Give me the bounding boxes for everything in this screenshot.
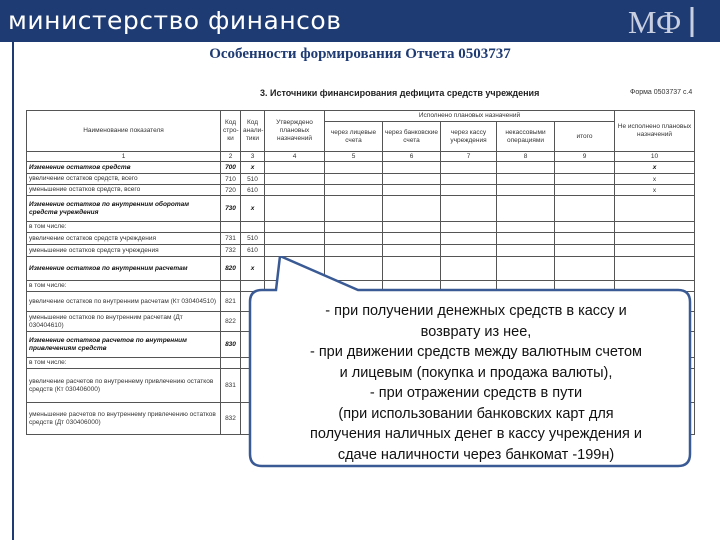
callout-line: - при отражении средств в пути	[369, 385, 583, 401]
form-code: Форма 0503737 с.4	[630, 89, 693, 96]
row-cell	[383, 233, 441, 245]
row-col10: x	[615, 185, 695, 196]
row-code: 731	[221, 233, 241, 245]
row-name: в том числе:	[27, 281, 221, 292]
row-cell	[555, 185, 615, 196]
row-cell	[265, 185, 325, 196]
row-code: 730	[221, 196, 241, 222]
row-cell	[265, 196, 325, 222]
row-analytics: 610	[241, 245, 265, 257]
row-col10: x	[615, 162, 695, 174]
row-cell	[265, 174, 325, 185]
row-name: уменьшение остатков по внутренним расчетам (Дт 030404610)	[27, 312, 221, 332]
row-code	[221, 358, 241, 369]
row-code	[221, 281, 241, 292]
row-code	[221, 222, 241, 233]
row-cell	[325, 233, 383, 245]
row-cell	[383, 162, 441, 174]
col-num: 2	[221, 152, 241, 162]
col-header-code: Код стро-ки	[221, 111, 241, 152]
row-cell	[383, 185, 441, 196]
row-cell	[325, 222, 383, 233]
row-cell	[441, 174, 497, 185]
row-code: 820	[221, 257, 241, 281]
row-cell	[497, 196, 555, 222]
row-cell	[383, 196, 441, 222]
row-cell	[441, 222, 497, 233]
row-cell	[441, 245, 497, 257]
col-num: 6	[383, 152, 441, 162]
row-cell	[383, 222, 441, 233]
row-code: 700	[221, 162, 241, 174]
left-decorative-line	[12, 42, 14, 540]
col-header-approved: Утверждено плановых назначений	[265, 111, 325, 152]
col-num: 5	[325, 152, 383, 162]
row-cell	[497, 233, 555, 245]
row-col10	[615, 245, 695, 257]
row-cell	[265, 162, 325, 174]
col-header-5: через лицевые счета	[325, 122, 383, 152]
col-num: 3	[241, 152, 265, 162]
table-row	[27, 196, 695, 222]
row-name: уменьшение остатков средств, всего	[27, 185, 221, 196]
row-cell	[555, 196, 615, 222]
slide-title: Особенности формирования Отчета 0503737	[209, 46, 511, 62]
row-cell	[555, 233, 615, 245]
col-num: 10	[615, 152, 695, 162]
column-number-row	[27, 152, 695, 162]
form-section-title: 3. Источники финансирования дефицита средств учреждения	[260, 88, 540, 98]
row-cell	[497, 162, 555, 174]
row-name: в том числе:	[27, 358, 221, 369]
row-cell	[497, 185, 555, 196]
table-row	[27, 233, 695, 245]
row-cell	[497, 245, 555, 257]
callout-line: получения наличных денег в кассу учреждения и	[309, 426, 643, 442]
callout-line: - при движении средств между валютным счетом	[309, 344, 643, 360]
row-analytics: 610	[241, 185, 265, 196]
row-cell	[497, 174, 555, 185]
row-analytics: x	[241, 196, 265, 222]
col-header-6: через банковские счета	[383, 122, 441, 152]
col-header-executed: Исполнено плановых назначений	[325, 111, 615, 122]
ministry-name: министерство финансов	[8, 6, 342, 35]
row-code: 830	[221, 332, 241, 358]
row-code: 822	[221, 312, 241, 332]
row-name: Изменение остатков средств	[27, 162, 221, 174]
col-header-not-executed: Не исполнено плановых назначений	[615, 111, 695, 152]
col-num: 8	[497, 152, 555, 162]
row-code: 720	[221, 185, 241, 196]
row-cell	[441, 196, 497, 222]
table-row	[27, 222, 695, 233]
callout-line: и лицевым (покупка и продажа валюты),	[339, 364, 613, 381]
col-num: 9	[555, 152, 615, 162]
row-analytics: x	[241, 257, 265, 281]
col-header-8: некассовыми операциями	[497, 122, 555, 152]
row-cell	[555, 245, 615, 257]
ministry-logo-icon	[622, 3, 710, 39]
row-code: 821	[221, 292, 241, 312]
callout-line: возврату из нее,	[420, 323, 532, 340]
table-row	[27, 174, 695, 185]
callout-line: (при использовании банковских карт для	[338, 405, 614, 422]
row-name: в том числе:	[27, 222, 221, 233]
row-cell	[383, 174, 441, 185]
row-name: уменьшение остатков средств учреждения	[27, 245, 221, 257]
row-analytics	[241, 222, 265, 233]
row-name: Изменение остатков по внутренним расчетам	[27, 257, 221, 281]
row-cell	[441, 162, 497, 174]
row-code: 831	[221, 369, 241, 403]
row-cell	[325, 245, 383, 257]
row-col10: x	[615, 174, 695, 185]
row-name: увеличение расчетов по внутреннему привлечению остатков средств (Кт 030406000)	[27, 369, 221, 403]
row-cell	[265, 222, 325, 233]
row-col10	[615, 233, 695, 245]
row-col10	[615, 222, 695, 233]
col-header-name: Наименование показателя	[27, 111, 221, 152]
callout-line: - при получении денежных средств в кассу и	[325, 303, 627, 319]
row-cell	[325, 185, 383, 196]
row-cell	[325, 162, 383, 174]
row-cell	[383, 245, 441, 257]
col-num: 1	[27, 152, 221, 162]
row-cell	[497, 222, 555, 233]
row-code: 832	[221, 403, 241, 435]
row-cell	[555, 162, 615, 174]
row-analytics: x	[241, 162, 265, 174]
row-code: 732	[221, 245, 241, 257]
table-row	[27, 185, 695, 196]
row-analytics: 510	[241, 174, 265, 185]
logo-text: МФ	[628, 4, 682, 39]
col-num: 4	[265, 152, 325, 162]
row-code: 710	[221, 174, 241, 185]
row-cell	[325, 174, 383, 185]
row-cell	[441, 233, 497, 245]
row-cell	[265, 233, 325, 245]
row-cell	[265, 245, 325, 257]
row-name: уменьшение расчетов по внутреннему привлечению остатков средств (Дт 030406000)	[27, 403, 221, 435]
col-header-analytics: Код анали-тики	[241, 111, 265, 152]
callout-text	[264, 301, 688, 465]
row-name: увеличение остатков средств, всего	[27, 174, 221, 185]
row-cell	[555, 222, 615, 233]
row-cell	[555, 174, 615, 185]
row-col10	[615, 196, 695, 222]
row-name: увеличение остатков средств учреждения	[27, 233, 221, 245]
row-cell	[441, 185, 497, 196]
header-bar	[0, 0, 720, 42]
callout-line: сдаче наличности через банкомат -199н)	[337, 446, 615, 463]
table-row	[27, 245, 695, 257]
row-analytics: 510	[241, 233, 265, 245]
row-name: увеличение остатков по внутренним расчетам (Кт 030404510)	[27, 292, 221, 312]
row-name: Изменение остатков расчетов по внутренним привлечениям средств	[27, 332, 221, 358]
col-header-7: через кассу учреждения	[441, 122, 497, 152]
col-header-9: итого	[555, 122, 615, 152]
col-num: 7	[441, 152, 497, 162]
row-cell	[325, 196, 383, 222]
table-row	[27, 162, 695, 174]
row-name: Изменение остатков по внутренним оборотам средств учреждения	[27, 196, 221, 222]
